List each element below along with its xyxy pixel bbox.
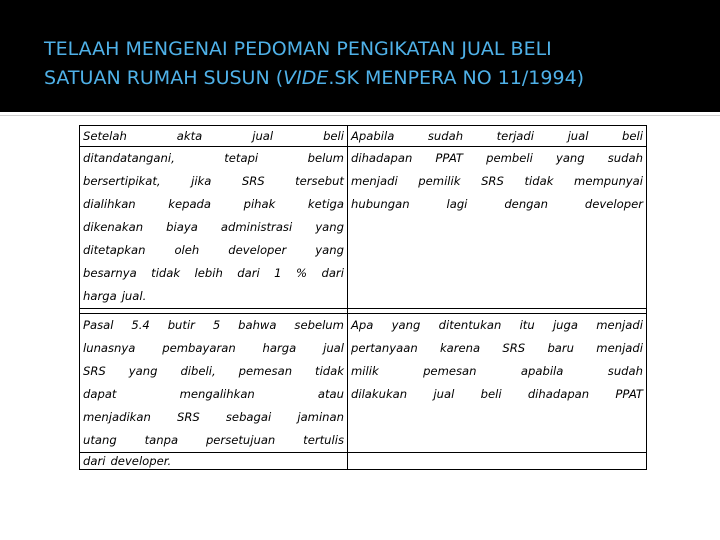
word: belum bbox=[307, 151, 344, 165]
word: dapat bbox=[83, 387, 117, 401]
word: sudah bbox=[427, 129, 464, 143]
cell-header-strip bbox=[348, 126, 646, 147]
word: beli bbox=[480, 387, 502, 401]
word: menjadi bbox=[351, 174, 398, 188]
word: butir bbox=[167, 318, 195, 332]
word: jual bbox=[567, 129, 589, 143]
word: harga bbox=[262, 341, 297, 355]
word: sudah bbox=[607, 364, 643, 378]
word: dihadapan bbox=[351, 151, 413, 165]
word: tidak bbox=[524, 174, 554, 188]
word: itu bbox=[519, 318, 535, 332]
word: terjadi bbox=[496, 129, 534, 143]
text-line bbox=[83, 193, 344, 216]
table-cell-left bbox=[80, 314, 348, 453]
word: tidak bbox=[315, 364, 344, 378]
text-line bbox=[83, 383, 344, 406]
word: dengan bbox=[504, 197, 548, 211]
word: dialihkan bbox=[83, 197, 136, 211]
cell-body bbox=[83, 314, 344, 452]
text-line bbox=[351, 314, 643, 337]
word: yang bbox=[391, 318, 421, 332]
word: pemesan bbox=[238, 364, 293, 378]
word: tertulis bbox=[303, 433, 344, 447]
word: lunasnya bbox=[83, 341, 136, 355]
word: lagi bbox=[446, 197, 468, 211]
word: Setelah bbox=[83, 129, 127, 143]
word: jika bbox=[191, 174, 212, 188]
word: kepada bbox=[168, 197, 212, 211]
word: oleh bbox=[174, 243, 200, 257]
word: PPAT bbox=[615, 387, 643, 401]
table-row bbox=[80, 314, 647, 453]
text-line bbox=[83, 314, 344, 337]
text-line bbox=[83, 406, 344, 429]
word: ditetapkan bbox=[83, 243, 146, 257]
text-line bbox=[83, 429, 344, 452]
word: SRS bbox=[241, 174, 265, 188]
text-line bbox=[83, 126, 344, 146]
word: dihadapan bbox=[527, 387, 590, 401]
word: biaya bbox=[166, 220, 198, 234]
word: karena bbox=[439, 341, 481, 355]
text-line bbox=[351, 360, 643, 383]
word: tetapi bbox=[224, 151, 259, 165]
cell-header-strip bbox=[80, 126, 347, 147]
text-line bbox=[83, 147, 344, 170]
word: jual bbox=[433, 387, 455, 401]
word: besarnya bbox=[83, 266, 137, 280]
word: beli bbox=[323, 129, 344, 143]
text-line bbox=[83, 285, 344, 308]
text-line bbox=[83, 216, 344, 239]
word: persetujuan bbox=[205, 433, 276, 447]
word: juga bbox=[552, 318, 578, 332]
word: pemilik bbox=[418, 174, 461, 188]
title-line-2 bbox=[44, 64, 684, 93]
word: Pasal bbox=[83, 318, 114, 332]
word: akta bbox=[176, 129, 203, 143]
table-cell-right bbox=[348, 314, 647, 453]
word: ditentukan bbox=[438, 318, 502, 332]
word: Apabila bbox=[351, 129, 395, 143]
cell-body bbox=[351, 147, 643, 216]
word: SRS bbox=[481, 174, 504, 188]
title-line-2-suffix: .SK MENPERA NO 11/1994) bbox=[328, 67, 585, 89]
table-cell-right-empty bbox=[348, 453, 647, 470]
word: yang bbox=[128, 364, 158, 378]
word: atau bbox=[317, 387, 344, 401]
table-row bbox=[80, 126, 647, 309]
word: SRS bbox=[502, 341, 526, 355]
word: harga bbox=[83, 289, 117, 303]
word: beli bbox=[622, 129, 643, 143]
word: pihak bbox=[243, 197, 276, 211]
word: milik bbox=[351, 364, 379, 378]
title-line-2-prefix: SATUAN RUMAH SUSUN ( bbox=[44, 67, 284, 89]
word: utang bbox=[83, 433, 117, 447]
word: tidak bbox=[151, 266, 181, 280]
word: % bbox=[296, 266, 308, 280]
word: 5.4 bbox=[131, 318, 150, 332]
text-line bbox=[351, 193, 643, 216]
text-line bbox=[351, 383, 643, 406]
word: hubungan bbox=[351, 197, 410, 211]
word: sebagai bbox=[225, 410, 272, 424]
word: jaminan bbox=[297, 410, 344, 424]
title-line-2-italic: VIDE bbox=[283, 67, 329, 89]
text-line bbox=[83, 337, 344, 360]
word: jual bbox=[252, 129, 274, 143]
text-line bbox=[351, 170, 643, 193]
word: pembayaran bbox=[162, 341, 236, 355]
cell-body bbox=[351, 314, 643, 406]
word: baru bbox=[547, 341, 575, 355]
word: menjadi bbox=[596, 341, 643, 355]
word: tersebut bbox=[295, 174, 344, 188]
word: yang bbox=[555, 151, 585, 165]
word: sebelum bbox=[294, 318, 344, 332]
word: apabila bbox=[520, 364, 564, 378]
word: developer. bbox=[110, 454, 172, 468]
text-line bbox=[83, 453, 344, 469]
table-row-footer bbox=[80, 453, 647, 470]
word: dari bbox=[237, 266, 260, 280]
word: jual. bbox=[121, 289, 147, 303]
word: pembeli bbox=[486, 151, 533, 165]
word: tanpa bbox=[144, 433, 179, 447]
text-line bbox=[83, 360, 344, 383]
slide-title bbox=[44, 35, 684, 93]
word: sudah bbox=[607, 151, 643, 165]
word: dilakukan bbox=[351, 387, 408, 401]
word: developer bbox=[584, 197, 643, 211]
word: mempunyai bbox=[574, 174, 643, 188]
header-divider bbox=[0, 115, 720, 116]
text-line bbox=[351, 147, 643, 170]
word: administrasi bbox=[220, 220, 293, 234]
word: lebih bbox=[194, 266, 223, 280]
word: bahwa bbox=[238, 318, 277, 332]
table-cell-left bbox=[80, 126, 348, 309]
word: SRS bbox=[83, 364, 106, 378]
word: bersertipikat, bbox=[83, 174, 161, 188]
cell-body bbox=[83, 147, 344, 308]
word: Apa bbox=[351, 318, 374, 332]
slide-header bbox=[0, 0, 720, 112]
word: pemesan bbox=[423, 364, 477, 378]
word: jual bbox=[323, 341, 344, 355]
word: dari bbox=[83, 454, 106, 468]
table-cell-left bbox=[80, 453, 348, 470]
word: dikenakan bbox=[83, 220, 144, 234]
word: pertanyaan bbox=[351, 341, 418, 355]
word: 1 bbox=[274, 266, 282, 280]
word: mengalihkan bbox=[179, 387, 255, 401]
word: menjadikan bbox=[83, 410, 151, 424]
word: 5 bbox=[212, 318, 221, 332]
text-line bbox=[351, 337, 643, 360]
text-line bbox=[83, 170, 344, 193]
word: PPAT bbox=[435, 151, 463, 165]
word: dibeli, bbox=[180, 364, 216, 378]
table-cell-right bbox=[348, 126, 647, 309]
word: ditandatangani, bbox=[83, 151, 175, 165]
word: menjadi bbox=[596, 318, 643, 332]
title-line-1: TELAAH MENGENAI PEDOMAN PENGIKATAN JUAL BELI bbox=[44, 38, 552, 60]
comparison-table bbox=[79, 125, 647, 470]
word: SRS bbox=[176, 410, 200, 424]
text-line bbox=[351, 126, 643, 146]
text-line bbox=[83, 262, 344, 285]
text-line bbox=[83, 239, 344, 262]
word: dari bbox=[321, 266, 344, 280]
word: yang bbox=[315, 220, 344, 234]
word: yang bbox=[315, 243, 344, 257]
word: ketiga bbox=[307, 197, 344, 211]
word: developer bbox=[228, 243, 287, 257]
